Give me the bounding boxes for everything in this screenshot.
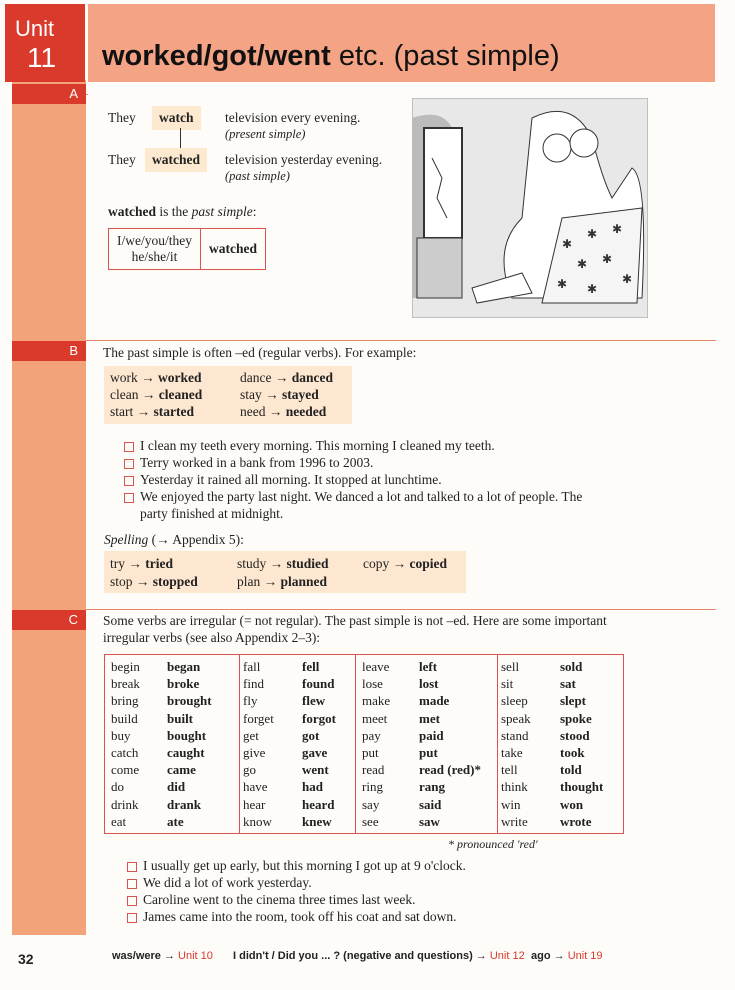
irregular-past: saw [419, 813, 440, 829]
svg-text:✱: ✱ [562, 237, 573, 251]
irregular-past: sold [560, 659, 583, 674]
footer-ref-text: I didn't / Did you ... ? (negative and questions) → [233, 950, 487, 962]
checkbox-icon [127, 913, 137, 923]
spelling-pair: plan → planned [237, 574, 328, 589]
verb-base: clean [110, 387, 139, 402]
example-text: James came into the room, took off his coat and sat down. [143, 909, 457, 924]
irregular-past: caught [167, 745, 205, 760]
caption-rest: is the [156, 204, 192, 219]
verb-base: stay [240, 387, 262, 402]
irregular-base: win [501, 796, 521, 812]
subjects-line2: he/she/it [131, 249, 178, 264]
spelling-base: try [110, 556, 125, 571]
pronunciation-note: * pronounced 'red' [448, 837, 538, 851]
footer-ref-text: was/were → [112, 950, 175, 962]
checkbox-icon [124, 493, 134, 503]
irregular-past: heard [302, 796, 335, 812]
irregular-past: bought [167, 727, 207, 743]
irregular-past: forgot [302, 710, 336, 726]
irregular-past: paid [419, 727, 444, 743]
line2-note: (past simple) [225, 169, 290, 183]
subjects-line1: I/we/you/they [117, 233, 192, 248]
irregular-past: told [560, 762, 582, 778]
irregular-base: pay [362, 727, 381, 743]
caption-bold: watched [108, 204, 156, 219]
spelling-ref: (→ Appendix 5): [151, 532, 244, 547]
checkbox-icon [124, 442, 134, 452]
spelling-pair: stop → stopped [110, 574, 198, 589]
irregular-base: forget [243, 710, 274, 726]
checkbox-icon [127, 879, 137, 889]
irregular-base: buy [111, 727, 131, 743]
footer-ref-2[interactable] [233, 950, 525, 962]
irregular-past: brought [167, 693, 212, 709]
divider [86, 609, 716, 610]
irregular-base: leave [362, 659, 390, 674]
verb-pair: start → started [110, 404, 194, 419]
caption [108, 204, 257, 220]
example-text: I usually get up early, but this morning I got up at 9 o'clock. [143, 858, 466, 873]
divider [86, 94, 88, 95]
irregular-past: drank [167, 796, 201, 812]
irregular-past: broke [167, 676, 200, 692]
irregular-base: tell [501, 762, 518, 778]
example-item [127, 892, 416, 908]
irregular-base: come [111, 762, 140, 778]
example-item [124, 438, 495, 454]
spelling-heading [104, 532, 244, 548]
verb-past: needed [285, 404, 327, 419]
section-c-marker [12, 610, 86, 630]
spelling-past: stopped [152, 574, 198, 589]
verb-past: danced [291, 370, 333, 385]
section-c-intro-1: Some verbs are irregular (= not regular). The past simple is not –ed. Here are some important [103, 613, 607, 628]
irregular-base: think [501, 779, 528, 795]
verb-base: work [110, 370, 138, 385]
svg-text:✱: ✱ [587, 282, 598, 296]
past-simple-table [108, 228, 266, 270]
irregular-base: find [243, 676, 264, 692]
irregular-past: took [560, 745, 585, 760]
example-text-cont: party finished at midnight. [140, 506, 284, 521]
section-a-label: A [69, 86, 78, 101]
irregular-base: do [111, 779, 124, 795]
line1-subject: They [108, 110, 136, 125]
page-number: 32 [18, 951, 34, 967]
irregular-past: began [167, 659, 201, 674]
irregular-base: hear [243, 796, 266, 812]
irregular-base: write [501, 813, 528, 829]
irregular-base: stand [501, 727, 529, 743]
irregular-past: said [419, 796, 442, 812]
svg-text:✱: ✱ [577, 257, 588, 271]
caption-italic: past simple [191, 204, 253, 219]
section-a-marker [12, 84, 86, 104]
irregular-past: flew [302, 693, 326, 709]
irregular-base: catch [111, 745, 139, 760]
unit-badge [5, 4, 85, 82]
irregular-past: went [302, 762, 329, 778]
form-cell: watched [200, 229, 265, 270]
irregular-base: fly [243, 693, 258, 709]
divider [86, 340, 716, 341]
line2-rest: television yesterday evening. [225, 152, 383, 167]
irregular-base: put [362, 745, 379, 760]
irregular-past: found [302, 676, 335, 692]
irregular-past: thought [560, 779, 604, 795]
footer-ref-1[interactable] [112, 950, 213, 962]
svg-text:✱: ✱ [602, 252, 613, 266]
footer-ref-unit: Unit 19 [567, 950, 603, 962]
irregular-past: won [560, 796, 584, 812]
irregular-base: sit [501, 676, 514, 692]
example-text: I clean my teeth every morning. This morning I cleaned my teeth. [140, 438, 495, 453]
example-text: Terry worked in a bank from 1996 to 2003. [140, 455, 374, 470]
verb-past: cleaned [158, 387, 203, 402]
line2-subject: They [108, 152, 136, 167]
irregular-base: eat [111, 813, 127, 829]
irregular-base: fall [243, 659, 261, 674]
irregular-base: say [362, 796, 380, 812]
section-b-intro: The past simple is often –ed (regular verbs). For example: [103, 345, 417, 360]
example-text: Yesterday it rained all morning. It stopped at lunchtime. [140, 472, 442, 487]
irregular-past: met [419, 710, 440, 726]
line1-verb: watch [152, 106, 201, 130]
irregular-past: got [302, 727, 320, 743]
irregular-past: left [419, 659, 438, 674]
example-text: We enjoyed the party last night. We danced a lot and talked to a lot of people. The [140, 489, 583, 504]
footer-ref-unit: Unit 12 [489, 950, 525, 962]
caption-end: : [252, 204, 257, 219]
irregular-base: ring [362, 779, 383, 795]
irregular-past: knew [302, 813, 332, 829]
irregular-past: spoke [560, 710, 592, 726]
irregular-base: have [243, 779, 268, 795]
irregular-base: get [243, 727, 259, 743]
irregular-base: take [501, 745, 523, 760]
spelling-past: planned [280, 574, 328, 589]
unit-label: Unit [15, 16, 55, 41]
verb-pair: work → worked [110, 370, 202, 385]
irregular-past: made [419, 693, 450, 709]
line2-verb: watched [145, 148, 207, 172]
irregular-past: lost [419, 676, 439, 692]
footer-ref-3[interactable] [531, 950, 603, 962]
irregular-base: drink [111, 796, 139, 812]
irregular-past: slept [560, 693, 586, 709]
irregular-past: came [167, 762, 196, 778]
irregular-past: rang [419, 779, 445, 795]
svg-text:✱: ✱ [622, 272, 633, 286]
example-item [127, 875, 312, 891]
example-item [127, 858, 466, 874]
checkbox-icon [124, 459, 134, 469]
checkbox-icon [124, 476, 134, 486]
page-title [102, 40, 560, 73]
svg-text:✱: ✱ [587, 227, 598, 241]
irregular-base: meet [362, 710, 388, 726]
irregular-base: begin [111, 659, 140, 674]
irregular-base: sell [501, 659, 520, 674]
svg-text:✱: ✱ [612, 222, 623, 236]
footer-ref-text: ago → [531, 950, 565, 962]
irregular-base: bring [111, 693, 139, 709]
irregular-base: make [362, 693, 391, 709]
tv-couple-illustration [412, 98, 648, 318]
irregular-base: give [243, 745, 266, 760]
spelling-base: plan [237, 574, 261, 589]
spelling-base: copy [363, 556, 390, 571]
verb-base: start [110, 404, 134, 419]
verb-past: worked [158, 370, 202, 385]
verb-past: stayed [282, 387, 319, 402]
spelling-base: study [237, 556, 267, 571]
irregular-past: built [167, 710, 194, 726]
svg-text:✱: ✱ [557, 277, 568, 291]
irregular-base: know [243, 813, 272, 829]
unit-number: 11 [27, 42, 57, 73]
example-item [127, 909, 457, 925]
example-text: We did a lot of work yesterday. [143, 875, 312, 890]
checkbox-icon [127, 862, 137, 872]
example-item [124, 472, 442, 488]
irregular-past: sat [560, 676, 576, 692]
section-b-label: B [69, 343, 78, 358]
irregular-past: ate [167, 813, 184, 829]
checkbox-icon [127, 896, 137, 906]
footer-ref-unit: Unit 10 [178, 950, 213, 962]
irregular-base: speak [501, 710, 531, 726]
line1-rest: television every evening. [225, 110, 361, 125]
irregular-past: did [167, 779, 186, 795]
section-c-intro-2: irregular verbs (see also Appendix 2–3): [103, 630, 321, 645]
irregular-base: break [111, 676, 140, 692]
spelling-past: copied [409, 556, 448, 571]
spelling-pair: copy → copied [363, 556, 448, 571]
irregular-past: wrote [560, 813, 592, 829]
example-item [124, 455, 373, 471]
irregular-base: go [243, 762, 256, 778]
irregular-base: lose [362, 676, 383, 692]
spelling-base: stop [110, 574, 133, 589]
irregular-base: build [111, 710, 138, 726]
verb-base: dance [240, 370, 272, 385]
irregular-base: read [362, 762, 385, 778]
section-c-label: C [68, 612, 78, 627]
example-item [124, 489, 582, 505]
spelling-pair: study → studied [237, 556, 329, 571]
subjects-cell [109, 229, 201, 270]
connector-line [180, 128, 181, 150]
verb-pair: clean → cleaned [110, 387, 203, 402]
title-rest: etc. (past simple) [330, 40, 560, 72]
spelling-label: Spelling [104, 532, 149, 547]
irregular-past: stood [560, 727, 590, 743]
verb-past: started [153, 404, 194, 419]
example-text: Caroline went to the cinema three times last week. [143, 892, 416, 907]
irregular-base: see [362, 813, 379, 829]
irregular-past: fell [302, 659, 320, 674]
section-b-marker [12, 341, 86, 361]
verb-pair: stay → stayed [240, 387, 319, 402]
title-main: worked/got/went [102, 40, 331, 72]
irregular-past: had [302, 779, 323, 795]
side-column [12, 80, 86, 935]
verb-pair: need → needed [240, 404, 327, 419]
spelling-pair: try → tried [110, 556, 173, 571]
spelling-past: tried [145, 556, 173, 571]
irregular-past: put [419, 745, 438, 760]
spelling-past: studied [286, 556, 329, 571]
irregular-base: sleep [501, 693, 528, 709]
verb-base: need [240, 404, 266, 419]
verb-pair: dance → danced [240, 370, 333, 385]
irregular-past: read (red)* [419, 762, 481, 778]
irregular-past: gave [302, 745, 328, 760]
line1-note: (present simple) [225, 127, 306, 141]
